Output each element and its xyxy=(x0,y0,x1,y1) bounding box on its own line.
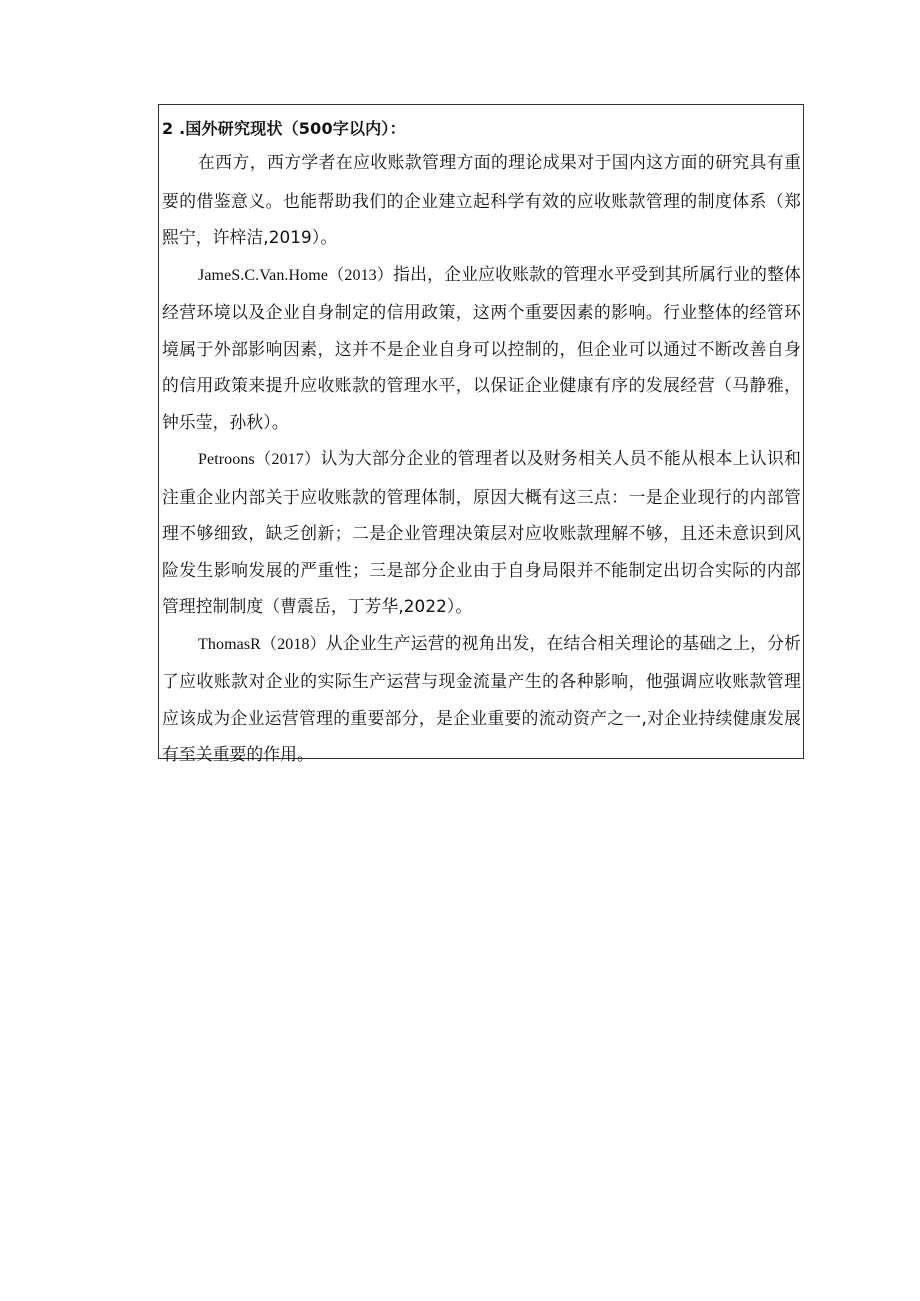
paragraph-western-scholars xyxy=(162,144,803,256)
content-table-cell xyxy=(158,104,804,764)
paragraph-lead: Petroons（2017） xyxy=(198,451,321,468)
paragraph-petroons xyxy=(162,440,803,625)
paragraph-text: 从企业生产运营的视角出发，在结合相关理论的基础之上，分析了应收账款对企业的实际生产运营与现金流量产生的各种影响，他强调应收账款管理应该成为企业运营管理的重要部分，是企业重要的流动资产之一,对企业持续健康发展有至关重要的作用。 xyxy=(162,632,801,764)
paragraph-text: 指出，企业应收账款的管理水平受到其所属行业的整体经营环境以及企业自身制定的信用政策，这两个重要因素的影响。行业整体的经管环境属于外部影响因素，这并不是企业自身可以控制的，但企业可以通过不断改善自身的信用政策来提升应收账款的管理水平，以保证企业健康有序的发展经营（马静雅，钟乐莹，孙秋）。 xyxy=(162,263,801,432)
paragraph-lead: JameS.C.Van.Home（2013） xyxy=(198,266,394,284)
paragraph-text: 在西方，西方学者在应收账款管理方面的理论成果对于国内这方面的研究具有重要的借鉴意义。也能帮助我们的企业建立起科学有效的应收账款管理的制度体系（郑熙宁，许梓洁,2019）。 xyxy=(162,152,801,247)
paragraph-van-home xyxy=(162,256,803,441)
paragraph-thomas xyxy=(162,625,803,773)
paragraph-text: 认为大部分企业的管理者以及财务相关人员不能从根本上认识和注重企业内部关于应收账款的管理体制，原因大概有这三点：一是企业现行的内部管理不够细致，缺乏创新；二是企业管理决策层对应收账款理解不够，且还未意识到风险发生影响发展的严重性；三是部分企业由于自身局限并不能制定出切合实际的内部管理控制制度（曹震岳，丁芳华,2022）。 xyxy=(162,448,801,616)
paragraph-lead: ThomasR（2018） xyxy=(198,635,326,653)
section-heading: 2 .国外研究现状（500字以内）： xyxy=(162,119,406,138)
